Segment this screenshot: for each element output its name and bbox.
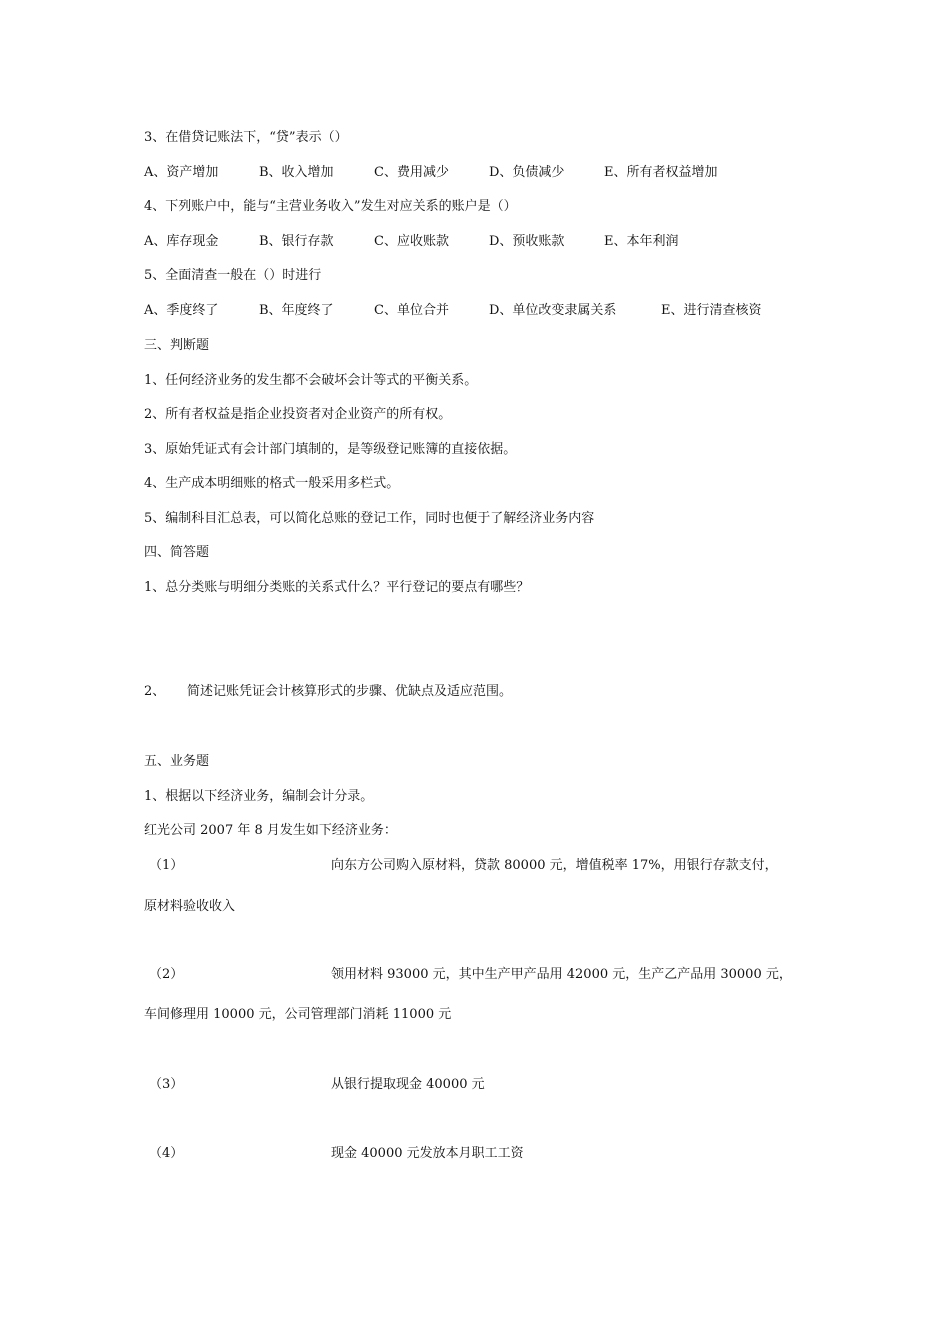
business-intro: 红光公司 2007 年 8 月发生如下经济业务：	[144, 823, 397, 838]
q4-option-c: C、应收账款	[374, 234, 449, 249]
q3-stem: 3、在借贷记账法下，“贷”表示（）	[144, 130, 348, 145]
business-item-2-text: 领用材料 93000 元，其中生产甲产品用 42000 元，生产乙产品用 30000 元，	[331, 967, 792, 982]
q5-option-c: C、单位合并	[374, 303, 449, 318]
business-item-3-text: 从银行提取现金 40000 元	[331, 1077, 485, 1092]
short-answer-q2-num: 2、	[144, 684, 166, 699]
judgment-item-5: 5、编制科目汇总表，可以简化总账的登记工作，同时也便于了解经济业务内容	[144, 511, 595, 526]
short-answer-q2-text: 简述记账凭证会计核算形式的步骤、优缺点及适应范围。	[187, 684, 513, 699]
q3-option-d: D、负债减少	[489, 165, 565, 180]
business-q1: 1、根据以下经济业务，编制会计分录。	[144, 789, 374, 804]
business-item-1-num: （1）	[149, 858, 184, 873]
q3-option-e: E、所有者权益增加	[604, 165, 718, 180]
business-item-4-num: （4）	[149, 1146, 184, 1161]
q3-option-b: B、收入增加	[259, 165, 334, 180]
q5-option-b: B、年度终了	[259, 303, 334, 318]
section5-title: 五、业务题	[144, 754, 210, 769]
section4-title: 四、简答题	[144, 545, 210, 560]
business-item-1-text: 向东方公司购入原材料，贷款 80000 元，增值税率 17%，用银行存款支付，	[331, 858, 778, 873]
q5-option-a: A、季度终了	[144, 303, 219, 318]
judgment-item-2: 2、所有者权益是指企业投资者对企业资产的所有权。	[144, 407, 452, 422]
q3-option-c: C、费用减少	[374, 165, 449, 180]
judgment-item-1: 1、任何经济业务的发生都不会破坏会计等式的平衡关系。	[144, 373, 478, 388]
q4-option-b: B、银行存款	[259, 234, 334, 249]
business-item-4-text: 现金 40000 元发放本月职工工资	[331, 1146, 524, 1161]
q3-option-a: A、资产增加	[144, 165, 219, 180]
judgment-item-4: 4、生产成本明细账的格式一般采用多栏式。	[144, 476, 400, 491]
judgment-item-3: 3、原始凭证式有会计部门填制的，是等级登记账簿的直接依据。	[144, 442, 517, 457]
q5-stem: 5、全面清查一般在（）时进行	[144, 268, 322, 283]
q5-option-e: E、进行清查核资	[661, 303, 762, 318]
business-item-3-num: （3）	[149, 1077, 184, 1092]
business-item-1-cont: 原材料验收收入	[144, 899, 236, 914]
q4-stem: 4、下列账户中，能与“主营业务收入”发生对应关系的账户是（）	[144, 199, 517, 214]
short-answer-q1: 1、总分类账与明细分类账的关系式什么？平行登记的要点有哪些？	[144, 580, 530, 595]
q4-option-d: D、预收账款	[489, 234, 565, 249]
q5-option-d: D、单位改变隶属关系	[489, 303, 617, 318]
business-item-2-cont: 车间修理用 10000 元，公司管理部门消耗 11000 元	[144, 1007, 452, 1022]
section3-title: 三、判断题	[144, 338, 210, 353]
q4-option-a: A、库存现金	[144, 234, 219, 249]
q4-option-e: E、本年利润	[604, 234, 679, 249]
business-item-2-num: （2）	[149, 967, 184, 982]
